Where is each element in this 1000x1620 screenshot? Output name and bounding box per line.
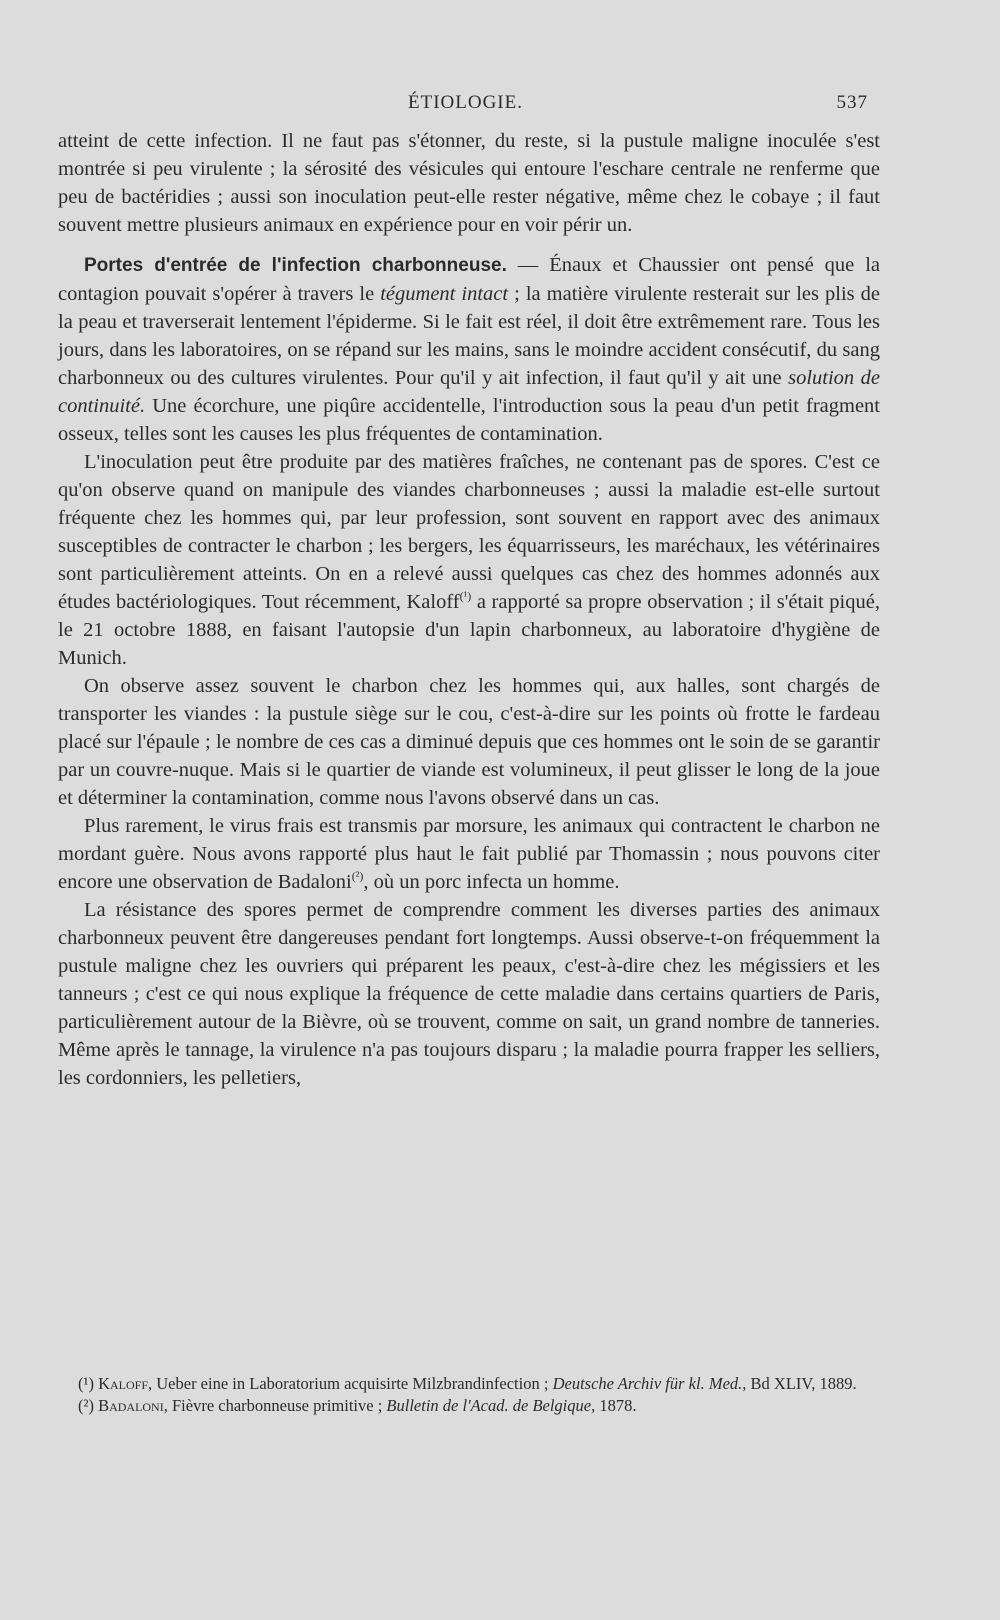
running-header	[58, 92, 868, 118]
paragraph-text: ; la matière virulente resterait sur les plis de la peau et traverserait lentement l'épiderme. Si le fait est réel, il doit être extrêmement rare. Tous les jours, dans les laboratoires, on se répand sur les mains, sans le moindre accident consécutif, du sang charbonneux ou des cultures virulentes. Pour qu'il y ait infection, il faut qu'il y ait une	[58, 283, 880, 389]
footnote	[58, 1395, 880, 1417]
paragraph-text: a rapporté sa propre observation ; il s'était piqué, le 21 octobre 1888, en faisant l'autopsie d'un lapin charbonneux, au laboratoire d'hygiène de Munich.	[58, 591, 880, 669]
paragraph: atteint de cette infection. Il ne faut pas s'étonner, du reste, si la pustule maligne inoculée s'est montrée si peu virulente ; la sérosité des vésicules qui entoure l'eschare centrale ne renferme que peu de bactéridies ; aussi son inoculation peut-elle rester négative, même chez le cobaye ; il faut souvent mettre plusieurs animaux en expérience pour en voir périr un.	[58, 130, 880, 236]
footnote	[58, 1373, 880, 1395]
main-text	[58, 127, 880, 1092]
running-title: ÉTIOLOGIE.	[408, 92, 523, 113]
paragraph	[58, 812, 880, 896]
footnote-journal: Deutsche Archiv für kl. Med.	[552, 1374, 743, 1393]
footnote-author: Kaloff	[98, 1374, 148, 1393]
italic-term: tégument intact	[380, 283, 509, 305]
paragraph-text: L'inoculation peut être produite par des matières fraîches, ne contenant pas de spores. C'est ce qu'on observe quand on manipule des viandes charbonneuses ; aussi la maladie est-elle surtout fréquente chez les hommes qui, par leur profession, sont souvent en rapport avec des animaux susceptibles de contracter le charbon ; les bergers, les équarrisseurs, les maréchaux, les vétérinaires sont particulièrement atteints. On en a relevé aussi quelques cas chez des hommes adonnés aux études bactériologiques. Tout récemment, Kaloff	[58, 451, 880, 613]
paragraph-text: Plus rarement, le virus frais est transmis par morsure, les animaux qui contractent le charbon ne mordant guère. Nous avons rapporté plus haut le fait publié par Thomassin ; nous pouvons citer encore une observation de Badaloni	[58, 815, 880, 893]
paragraph: La résistance des spores permet de comprendre comment les diverses parties des animaux charbonneux peuvent être dangereuses pendant fort longtemps. Aussi observe-t-on fréquemment la pustule maligne chez les ouvriers qui préparent les peaux, c'est-à-dire chez les mégissiers et les tanneurs ; c'est ce qui nous explique la fréquence de cette maladie dans certains quartiers de Paris, particulièrement autour de la Bièvre, où se trouvent, comme on sait, un grand nombre de tanneries. Même après le tannage, la virulence n'a pas toujours disparu ; la maladie pourra frapper les selliers, les cordonniers, les pelletiers,	[58, 899, 880, 1089]
footnotes	[58, 1373, 880, 1417]
page-number: 537	[836, 92, 868, 113]
paragraph	[58, 448, 880, 672]
footnote-ref: (¹)	[459, 589, 472, 604]
footnote-text: , Bd XLIV, 1889.	[742, 1374, 857, 1393]
paragraph: On observe assez souvent le charbon chez les hommes qui, aux halles, sont chargés de transporter les viandes : la pustule siège sur le cou, c'est-à-dire sur les points où frotte le fardeau placé sur l'épaule ; le nombre de ces cas a diminué depuis que ces hommes ont le soin de se garantir par un couvre-nuque. Mais si le quartier de viande est volumineux, il peut glisser le long de la joue et déterminer la contamination, comme nous l'avons observé dans un cas.	[58, 675, 880, 809]
footnote-mark: (²)	[78, 1396, 94, 1415]
footnote-journal: Bulletin de l'Acad. de Belgique	[386, 1396, 592, 1415]
footnote-author: Badaloni	[98, 1396, 164, 1415]
paragraph-text: Une écorchure, une piqûre accidentelle, l'introduction sous la peau d'un petit fragment osseux, telles sont les causes les plus fréquentes de contamination.	[58, 395, 880, 445]
footnote-text: , 1878.	[591, 1396, 637, 1415]
footnote-text: , Fièvre charbonneuse primitive ;	[163, 1396, 387, 1415]
paragraph-text: — Énaux et Chaussier ont pensé que la contagion pouvait s'opérer à travers le	[58, 254, 880, 305]
paragraph	[58, 251, 880, 448]
footnote-text: , Ueber eine in Laboratorium acquisirte Milzbrandinfection ;	[148, 1374, 553, 1393]
paragraph-text: , où un porc infecta un homme.	[363, 871, 620, 893]
italic-term: solution de continuité.	[58, 367, 880, 417]
footnote-ref: (²)	[351, 869, 364, 884]
section-heading: Portes d'entrée de l'infection charbonneuse.	[84, 255, 507, 276]
footnote-mark: (¹)	[78, 1374, 94, 1393]
